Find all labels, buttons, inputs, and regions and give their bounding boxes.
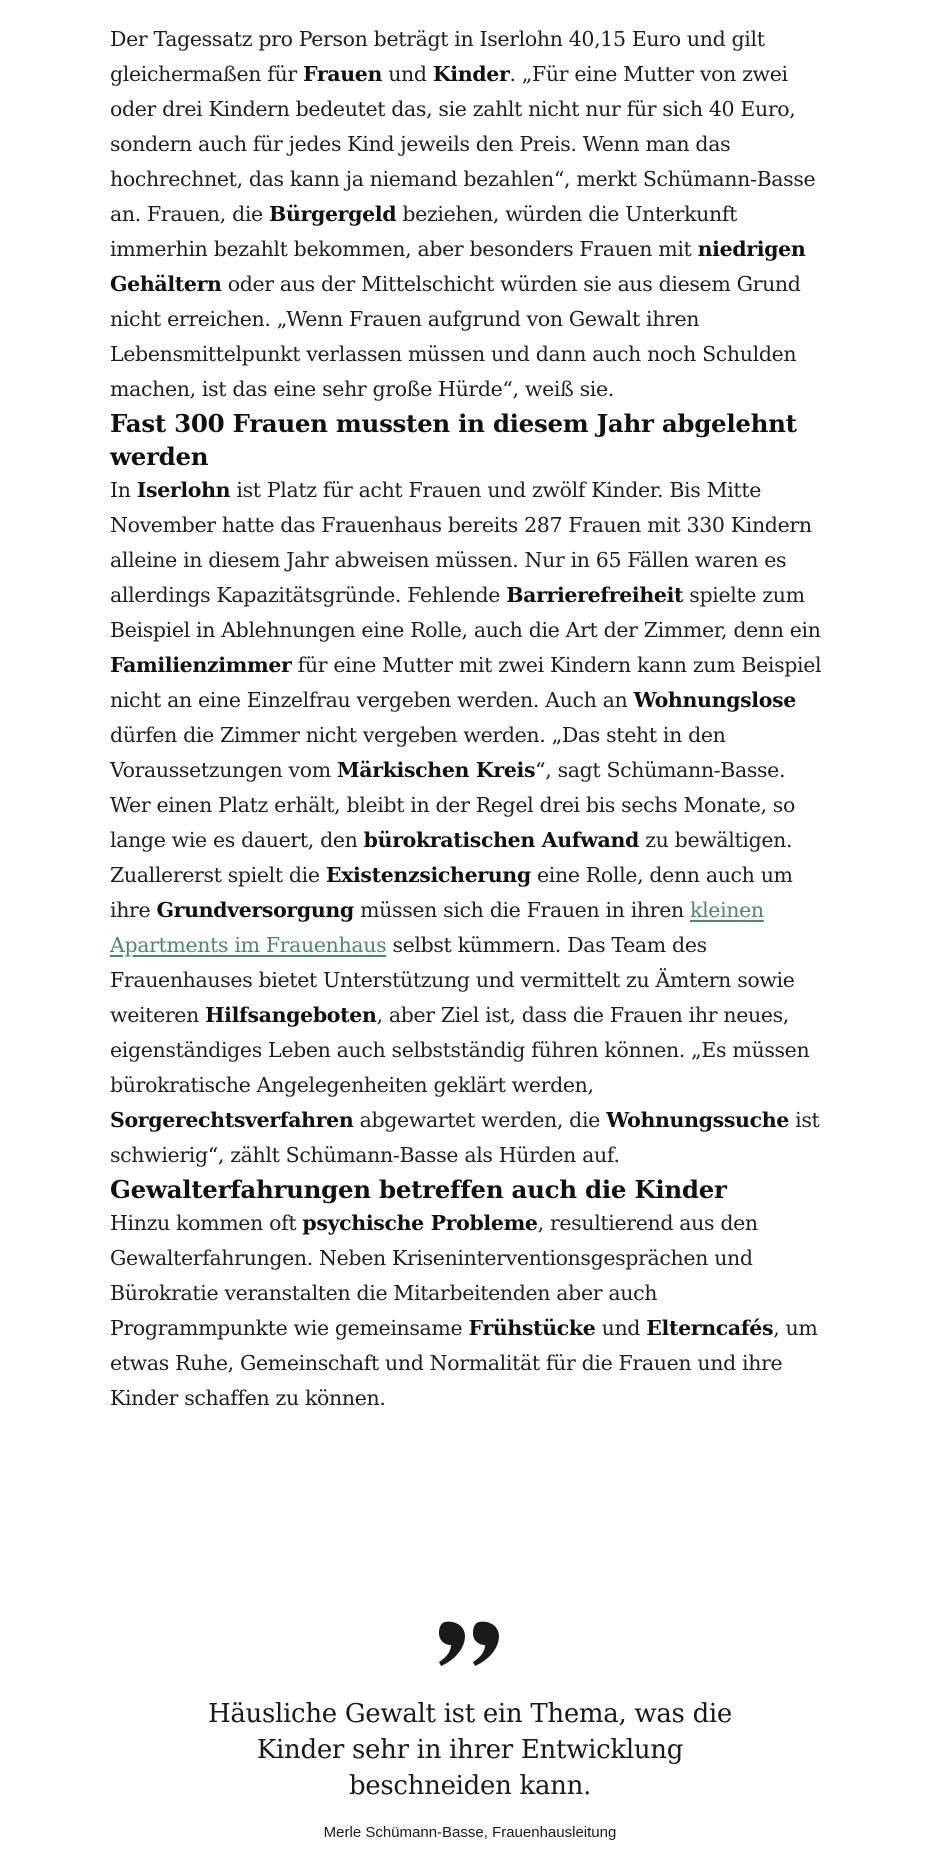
bold-keyword: Bürgergeld — [269, 202, 397, 226]
text-segment: ist Platz für acht Frauen und zwölf Kinder. Bis Mitte November hatte das Frauenhaus bereits 287 Frauen mit 330 Kindern alleine in diesem Jahr abweisen müssen. Nur in 65 Fällen waren es allerdings Kapazitätsgründe. Fehlende — [110, 478, 812, 607]
text-segment: , um etwas Ruhe, Gemeinschaft und Normalität für die Frauen und ihre Kinder schaffen zu können. — [110, 1316, 818, 1410]
bold-keyword: Elterncafés — [646, 1316, 774, 1340]
bold-keyword: Wohnungslose — [633, 688, 796, 712]
section-heading: Gewalterfahrungen betreffen auch die Kinder — [110, 1175, 727, 1204]
text-segment: Hinzu kommen oft — [110, 1211, 303, 1235]
bold-keyword: bürokratischen Aufwand — [363, 828, 640, 852]
text-segment: und — [382, 62, 433, 86]
text-segment: Wer einen Platz erhält, bleibt in der Regel drei bis sechs Monate, so lange wie es dauert, den — [110, 793, 795, 852]
bold-keyword: Wohnungssuche — [606, 1108, 789, 1132]
article-paragraph — [110, 788, 830, 1173]
text-segment: müssen sich die Frauen in ihren — [353, 898, 691, 922]
bold-keyword: Grundversorgung — [156, 898, 354, 922]
bold-keyword: psychische Probleme — [302, 1211, 538, 1235]
text-segment: abgewartet werden, die — [353, 1108, 607, 1132]
text-segment: selbst kümmern. Das Team des Frauenhauses bietet Unterstützung und vermittelt zu Ämtern sowie weiteren — [110, 933, 795, 1027]
pull-quote — [110, 1620, 830, 1841]
bold-keyword: Barrierefreiheit — [506, 583, 684, 607]
bold-keyword: niedrigen Gehältern — [110, 237, 806, 296]
text-segment: eine Rolle, denn auch um ihre — [110, 863, 793, 922]
text-segment: , resultierend aus den Gewalterfahrungen. Neben Kriseninterventionsgesprächen und Bürokratie veranstalten die Mitarbeitenden aber auch Programmpunkte wie gemeinsame — [110, 1211, 758, 1340]
text-segment: “, sagt Schümann-Basse. — [535, 758, 786, 782]
bold-keyword: Existenzsicherung — [325, 863, 531, 887]
quote-author: Merle Schümann-Basse, Frauenhausleitung — [323, 1824, 617, 1841]
text-segment: dürfen die Zimmer nicht vergeben werden. „Das steht in den Voraussetzungen vom — [110, 723, 726, 782]
article-paragraph — [110, 473, 830, 788]
text-segment: , aber Ziel ist, dass die Frauen ihr neues, eigenständiges Leben auch selbstständig führen können. „Es müssen bürokratische Angelegenheiten geklärt werden, — [110, 1003, 810, 1097]
text-segment: für eine Mutter mit zwei Kindern kann zum Beispiel nicht an eine Einzelfrau vergeben werden. Auch an — [110, 653, 822, 712]
bold-keyword: Familienzimmer — [110, 653, 292, 677]
article-body — [110, 22, 830, 1416]
text-segment: In — [110, 478, 137, 502]
text-segment: . „Für eine Mutter von zwei oder drei Kindern bedeutet das, sie zahlt nicht nur für sich 40 Euro, sondern auch für jedes Kind jeweils den Preis. Wenn man das hochrechnet, das kann ja niemand bezahlen“, merkt Schümann-Basse an. Frauen, die — [110, 62, 816, 226]
text-segment: beziehen, würden die Unterkunft immerhin bezahlt bekommen, aber besonders Frauen mit — [110, 202, 738, 261]
article-paragraph — [110, 1206, 830, 1416]
text-segment: zu bewältigen. Zuallererst spielt die — [110, 828, 793, 887]
text-segment: ist schwierig“, zählt Schümann-Basse als Hürden auf. — [110, 1108, 820, 1167]
text-segment: spielte zum Beispiel in Ablehnungen eine Rolle, auch die Art der Zimmer, denn ein — [110, 583, 821, 642]
section-heading: Fast 300 Frauen mussten in diesem Jahr abgelehnt werden — [110, 409, 797, 471]
bold-keyword: Iserlohn — [136, 478, 231, 502]
bold-keyword: Frauen — [303, 62, 383, 86]
bold-keyword: Sorgerechtsverfahren — [110, 1108, 354, 1132]
bold-keyword: Kinder — [432, 62, 510, 86]
apartments-link[interactable]: kleinen Apartments im Frauenhaus — [110, 898, 764, 957]
quote-text: Häusliche Gewalt ist ein Thema, was die Kinder sehr in ihrer Entwicklung beschneiden kann. — [207, 1699, 733, 1801]
bold-keyword: Hilfsangeboten — [205, 1003, 377, 1027]
text-segment: oder aus der Mittelschicht würden sie aus diesem Grund nicht erreichen. „Wenn Frauen aufgrund von Gewalt ihren Lebensmittelpunkt verlassen müssen und dann auch noch Schulden machen, ist das eine sehr große Hürde“, weiß sie. — [110, 272, 801, 401]
quote-mark-icon — [439, 1620, 501, 1668]
text-segment: Der Tagessatz pro Person beträgt in Iserlohn 40,15 Euro und gilt gleichermaßen für — [110, 27, 765, 86]
bold-keyword: Frühstücke — [468, 1316, 596, 1340]
article-paragraph — [110, 22, 830, 407]
text-segment: und — [595, 1316, 647, 1340]
bold-keyword: Märkischen Kreis — [336, 758, 536, 782]
